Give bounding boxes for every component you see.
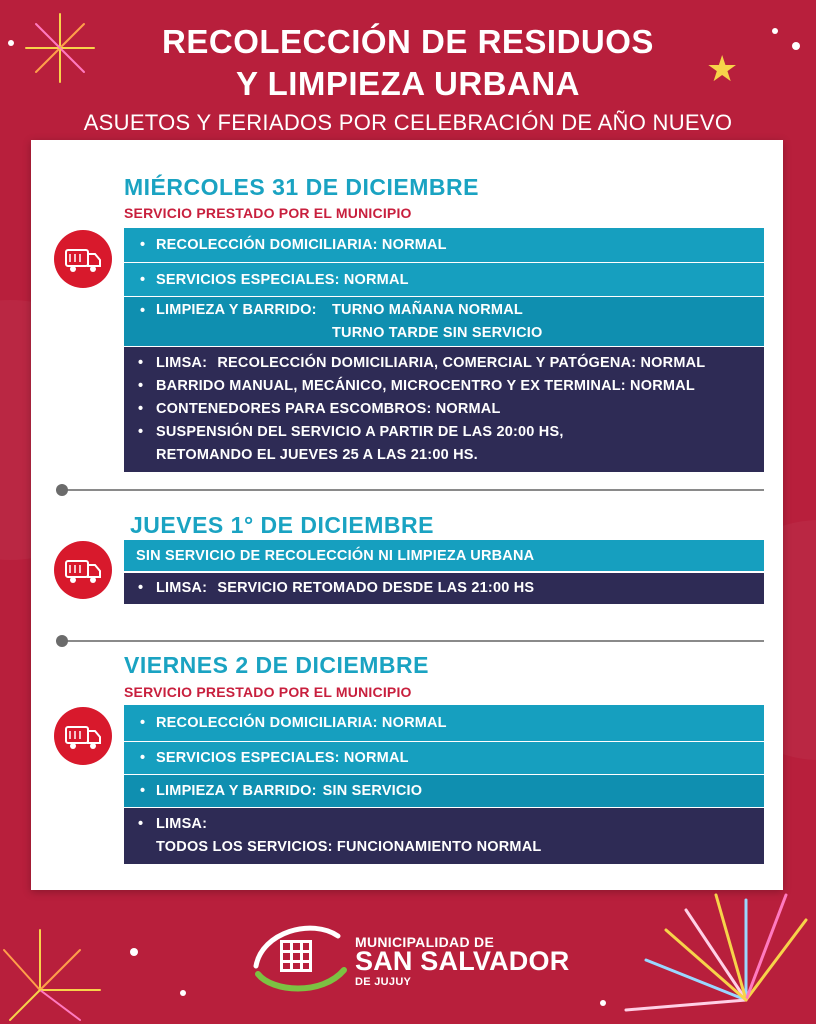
garbage-truck-icon	[54, 541, 112, 599]
limsa-label: LIMSA:	[156, 580, 208, 596]
bullet: •	[138, 401, 144, 417]
limsa-line	[156, 836, 541, 859]
limsa-text: SERVICIO RETOMADO DESDE LAS 21:00 HS	[217, 580, 535, 596]
day1-limsa-block	[124, 347, 764, 472]
bullet: •	[138, 580, 144, 596]
limsa-line	[138, 352, 706, 375]
bullet: •	[138, 424, 144, 440]
limpieza-values	[332, 299, 543, 345]
divider	[62, 489, 764, 491]
firework-icon	[606, 890, 816, 1024]
divider-dot	[56, 635, 68, 647]
day3-row-limpieza	[124, 774, 764, 807]
day3-row-servicios	[124, 741, 764, 774]
limsa-line	[156, 444, 478, 467]
day1-subtitle: SERVICIO PRESTADO POR EL MUNICIPIO	[124, 205, 412, 221]
day1-row-servicios	[124, 262, 764, 296]
day1-row-recoleccion	[124, 228, 764, 262]
garbage-truck-icon	[54, 230, 112, 288]
limsa-text: RETOMANDO EL JUEVES 25 A LAS 21:00 HS.	[156, 447, 478, 463]
limsa-line	[138, 421, 564, 444]
day3-subtitle: SERVICIO PRESTADO POR EL MUNICIPIO	[124, 684, 412, 700]
divider	[62, 640, 764, 642]
logo-line1: MUNICIPALIDAD DE	[355, 934, 495, 950]
limsa-line	[138, 398, 501, 421]
day3-row-recoleccion	[124, 705, 764, 741]
page-title-line2: Y LIMPIEZA URBANA	[235, 65, 580, 102]
limsa-text: CONTENEDORES PARA ESCOMBROS: NORMAL	[156, 401, 501, 417]
limpieza-label: LIMPIEZA Y BARRIDO:	[156, 301, 317, 318]
page-subtitle: ASUETOS Y FERIADOS POR CELEBRACIÓN DE AÑO NUEVO	[83, 110, 733, 135]
day3-limsa-block	[124, 808, 764, 864]
limsa-text: TODOS LOS SERVICIOS: FUNCIONAMIENTO NORMAL	[156, 839, 542, 855]
row-text: RECOLECCIÓN DOMICILIARIA: NORMAL	[156, 237, 447, 253]
bullet: •	[140, 783, 146, 799]
day2-title: JUEVES 1° DE DICIEMBRE	[130, 512, 434, 538]
day1-row-limpieza	[124, 296, 764, 346]
limpieza-block	[156, 299, 543, 345]
day2-limsa-block	[124, 573, 764, 604]
bullet: •	[138, 378, 144, 394]
bullet: •	[138, 816, 144, 832]
row-text: SERVICIOS ESPECIALES: NORMAL	[156, 750, 409, 766]
firework-icon	[0, 920, 110, 1024]
divider-dot	[56, 484, 68, 496]
bullet: •	[140, 750, 146, 766]
bullet: •	[140, 303, 146, 319]
limsa-label: LIMSA:	[156, 355, 208, 371]
sparkle-dot	[600, 1000, 606, 1006]
bullet: •	[140, 237, 146, 253]
limpieza-line2: TURNO TARDE SIN SERVICIO	[332, 324, 543, 341]
limpieza-label: LIMPIEZA Y BARRIDO:	[156, 783, 317, 799]
limpieza-value: SIN SERVICIO	[322, 783, 423, 799]
day2-row-sin-servicio	[124, 540, 764, 571]
limsa-text: SUSPENSIÓN DEL SERVICIO A PARTIR DE LAS 20:00 HS,	[156, 424, 564, 440]
logo-line2: SAN SALVADOR	[355, 946, 570, 976]
bullet: •	[140, 715, 146, 731]
garbage-truck-icon	[54, 707, 112, 765]
limsa-line	[138, 577, 535, 600]
logo-line3: DE JUJUY	[355, 976, 412, 988]
star-icon: ★	[706, 48, 739, 89]
row-text: RECOLECCIÓN DOMICILIARIA: NORMAL	[156, 715, 447, 731]
row-text: SIN SERVICIO DE RECOLECCIÓN NI LIMPIEZA URBANA	[136, 547, 535, 564]
limsa-line	[138, 375, 695, 398]
sparkle-dot	[180, 990, 186, 996]
sparkle-dot	[130, 948, 138, 956]
limsa-label: LIMSA:	[156, 816, 208, 832]
limsa-text: RECOLECCIÓN DOMICILIARIA, COMERCIAL Y PATÓGENA: NORMAL	[217, 355, 706, 371]
bullet: •	[138, 355, 144, 371]
day1-title: MIÉRCOLES 31 DE DICIEMBRE	[124, 174, 479, 200]
bullet: •	[140, 271, 146, 288]
municipality-logo-icon	[252, 918, 348, 998]
limsa-text: BARRIDO MANUAL, MECÁNICO, MICROCENTRO Y EX TERMINAL: NORMAL	[156, 378, 695, 394]
limpieza-line1: TURNO MAÑANA NORMAL	[332, 301, 523, 318]
header	[0, 0, 816, 140]
row-text: SERVICIOS ESPECIALES: NORMAL	[156, 271, 409, 288]
page-title-line1: RECOLECCIÓN DE RESIDUOS	[162, 23, 654, 60]
limsa-line	[138, 813, 208, 836]
day3-title: VIERNES 2 DE DICIEMBRE	[124, 652, 429, 678]
footer	[0, 890, 816, 1024]
